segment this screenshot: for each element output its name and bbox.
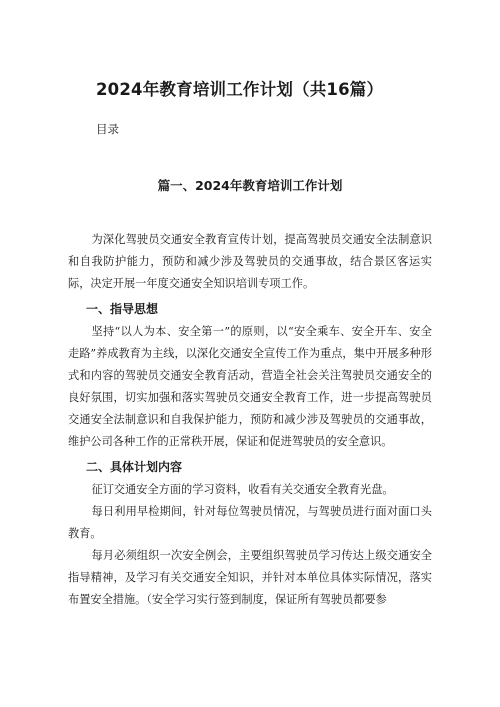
- chapter-title: 篇一、2024年教育培训工作计划: [157, 178, 343, 193]
- document-body: [68, 229, 432, 611]
- plan-paragraph-monthly-meeting: 每月必须组织一次安全例会，主要组织驾驶员学习传达上级交通安全指导精神，及学习有关交通安全知识，并针对本单位具体实际情况，落实布置安全措施。（安全学习实行签到制度，保证所有驾驶员都要参: [68, 549, 432, 606]
- table-of-contents-label: 目录: [96, 122, 119, 136]
- plan-paragraph-daily-education: 每日利用早检期间，针对每位驾驶员情况，与驾驶员进行面对面口头教育。: [68, 505, 432, 540]
- section-heading-plan-content: 二、具体计划内容: [86, 460, 183, 474]
- section-heading-guiding-ideology: 一、指导思想: [86, 302, 159, 316]
- intro-paragraph: 为深化驾驶员交通安全教育宣传计划，提高驾驶员交通安全法制意识和自我防护能力，预防和减少涉及驾驶员的交通事故，结合景区客运实际，决定开展一年度交通安全知识培训专项工作。: [68, 233, 432, 290]
- document-title: 2024年教育培训工作计划（共16篇）: [96, 80, 384, 99]
- guiding-ideology-paragraph: 坚持“以人为本、安全第一”的原则，以“安全乘车、安全开车、安全走路”养成教育为主线，以深化交通安全宣传工作为重点，集中开展多种形式和内容的驾驶员交通安全教育活动，营造全社会关注驾驶员交通安全的良好氛围，切实加强和落实驾驶员交通安全教育工作，进一步提高驾驶员交通安全法制意识和自我保护能力，预防和减少涉及驾驶员的交通事故，维护公司各种工作的正常秩开展，保证和促进驾驶员的安全意识。: [68, 325, 432, 448]
- plan-paragraph-materials: 征订交通安全方面的学习资料，收看有关交通安全教育光盘。: [91, 483, 394, 496]
